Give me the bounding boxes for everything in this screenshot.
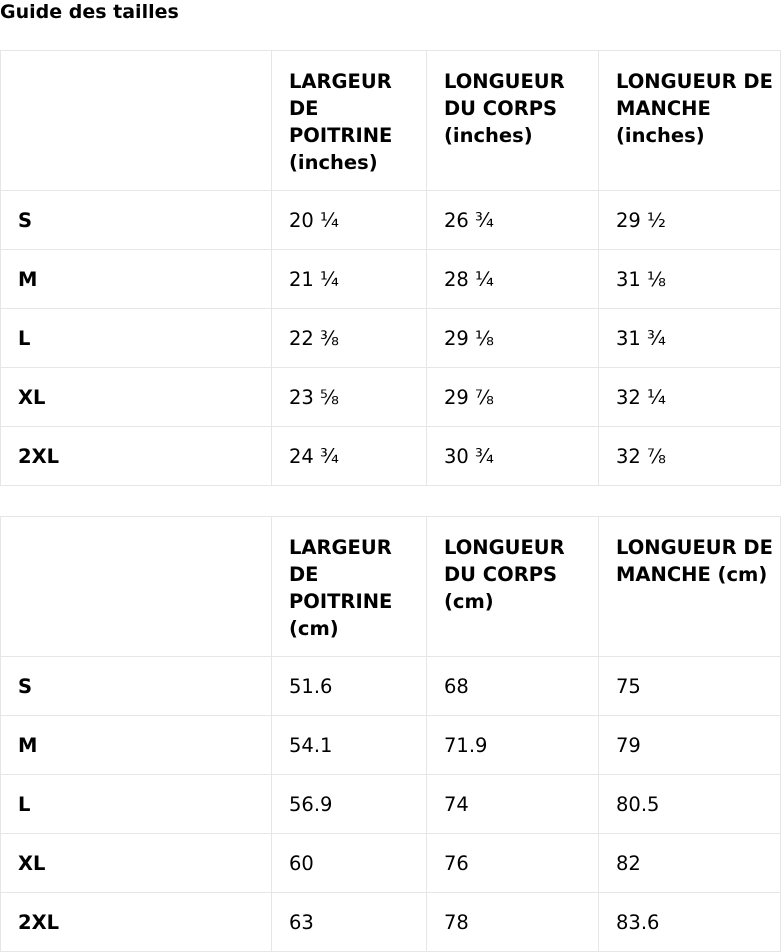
size-label-cell: 2XL: [1, 893, 272, 952]
table-row: [1, 250, 781, 309]
size-label-cell: L: [1, 309, 272, 368]
header-cell-body-length: LONGUEUR DU CORPS (inches): [427, 51, 599, 191]
body-length-cell: 30 ¾: [427, 427, 599, 486]
sleeve-length-cell: 31 ¾: [599, 309, 781, 368]
body-length-cell: 71.9: [427, 716, 599, 775]
table-header-row: [1, 517, 781, 657]
table-row: [1, 309, 781, 368]
header-cell-empty: [1, 517, 272, 657]
chest-width-cell: 60: [272, 834, 427, 893]
body-length-cell: 29 ⅞: [427, 368, 599, 427]
table-row: [1, 427, 781, 486]
table-row: [1, 775, 781, 834]
header-cell-chest-width: LARGEUR DE POITRINE (cm): [272, 517, 427, 657]
chest-width-cell: 20 ¼: [272, 191, 427, 250]
table-row: [1, 834, 781, 893]
body-length-cell: 26 ¾: [427, 191, 599, 250]
size-label-cell: M: [1, 716, 272, 775]
table-row: [1, 893, 781, 952]
body-length-cell: 28 ¼: [427, 250, 599, 309]
sleeve-length-cell: 80.5: [599, 775, 781, 834]
page-title: Guide des tailles: [0, 1, 179, 23]
body-length-cell: 78: [427, 893, 599, 952]
size-label-cell: S: [1, 657, 272, 716]
chest-width-cell: 21 ¼: [272, 250, 427, 309]
sleeve-length-cell: 32 ¼: [599, 368, 781, 427]
table-row: [1, 368, 781, 427]
size-label-cell: XL: [1, 834, 272, 893]
table-row: [1, 657, 781, 716]
body-length-cell: 68: [427, 657, 599, 716]
chest-width-cell: 63: [272, 893, 427, 952]
table-row: [1, 716, 781, 775]
size-label-cell: M: [1, 250, 272, 309]
size-label-cell: 2XL: [1, 427, 272, 486]
body-length-cell: 29 ⅛: [427, 309, 599, 368]
header-cell-body-length: LONGUEUR DU CORPS (cm): [427, 517, 599, 657]
chest-width-cell: 56.9: [272, 775, 427, 834]
table-row: [1, 191, 781, 250]
sleeve-length-cell: 29 ½: [599, 191, 781, 250]
size-label-cell: S: [1, 191, 272, 250]
sleeve-length-cell: 82: [599, 834, 781, 893]
chest-width-cell: 23 ⅝: [272, 368, 427, 427]
size-label-cell: XL: [1, 368, 272, 427]
header-cell-sleeve-length: LONGUEUR DE MANCHE (cm): [599, 517, 781, 657]
size-table-inches-container[interactable]: [0, 50, 773, 486]
chest-width-cell: 51.6: [272, 657, 427, 716]
chest-width-cell: 24 ¾: [272, 427, 427, 486]
header-cell-chest-width: LARGEUR DE POITRINE (inches): [272, 51, 427, 191]
chest-width-cell: 54.1: [272, 716, 427, 775]
sleeve-length-cell: 31 ⅛: [599, 250, 781, 309]
header-cell-sleeve-length: LONGUEUR DE MANCHE (inches): [599, 51, 781, 191]
size-table-inches: [0, 50, 781, 486]
chest-width-cell: 22 ⅜: [272, 309, 427, 368]
sleeve-length-cell: 32 ⅞: [599, 427, 781, 486]
body-length-cell: 74: [427, 775, 599, 834]
size-table-cm: [0, 516, 781, 952]
sleeve-length-cell: 75: [599, 657, 781, 716]
header-cell-empty: [1, 51, 272, 191]
size-label-cell: L: [1, 775, 272, 834]
table-header-row: [1, 51, 781, 191]
body-length-cell: 76: [427, 834, 599, 893]
sleeve-length-cell: 83.6: [599, 893, 781, 952]
sleeve-length-cell: 79: [599, 716, 781, 775]
size-table-cm-container[interactable]: [0, 516, 773, 951]
